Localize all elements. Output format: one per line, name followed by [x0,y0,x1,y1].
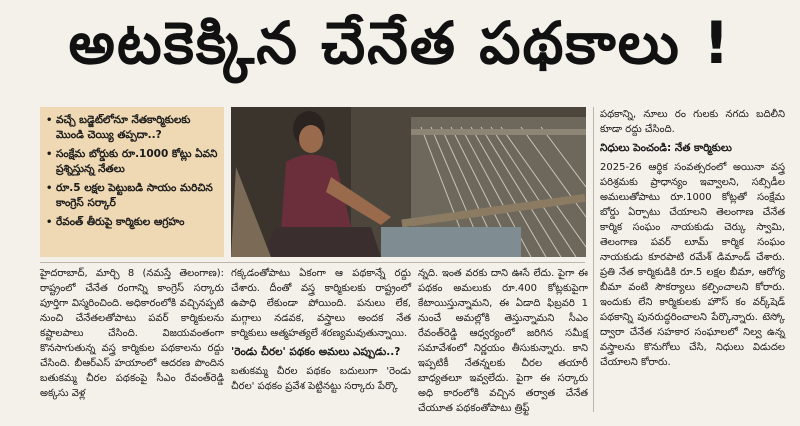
divider [40,262,585,263]
highlight-text: రేవంత్ తీరుపై కార్మికుల ఆగ్రహం [56,216,185,228]
weaver-at-loom-image [231,107,586,257]
highlight-item [46,181,218,211]
bullet-icon: • [46,115,53,126]
article-paragraph: 2025-26 ఆర్థిక సంవత్సరంలో అయినా వస్త్ర పరిశ్రమకు ప్రాధాన్యం ఇవ్వాలని, సబ్సిడీల అమలుతోపాటు రూ.1000 కోట్లతో సంక్షేమ బోర్డు ఏర్పాటు చేయాలని తెలంగాణ చేనేత కార్మిక సంఘం నాయకుడు చెర్కు స్వామి, తెలంగాణ పవర్ లూమ్ కార్మిక సంఘం నాయకుడు కూరపాటి రమేశ్ డిమాండ్ చేశారు. ప్రతి నేత కార్మికుడికి రూ.5 లక్షల బీమా, ఆరోగ్య బీమా వంటి సౌకర్యాలు కల్పించాలని కోరారు. ఇందుకు లేని కార్మికులకు హౌస్ కం వర్క్‌షెడ్ పథకాన్ని పునరుద్ధరించాలని పేర్కొన్నారు. టెస్కో ద్వారా చేనేత సహకార సంఘాలలో నిల్వ ఉన్న వస్త్రాలను కొనుగోలు చేసి, నిధులు విడుదల చేయాలని కోరారు. [600,162,785,368]
article-paragraph: పథకాన్ని, నూలు రం గులకు నగదు బదిలీని కూడా రద్దు చేసింది. [600,109,785,135]
article-column-1 [40,266,224,401]
headline-area [0,0,800,100]
weaver-photo [231,107,586,257]
article-column-4 [600,107,785,370]
highlight-item [46,113,218,143]
highlight-text: వచ్చే బడ్జెట్‌లోనూ నేతకార్మికులకు మొండి చెయ్యి తప్పదా..? [56,114,191,141]
subheading: 'రెండు చీరల' పథకం అమలు ఎప్పుడు..? [231,346,401,358]
bullet-icon: • [46,149,53,160]
article-paragraph: హైదరాబాద్, మార్చి 8 (నమస్తే తెలంగాణ): రాష్ట్రంలో చేనేత రంగాన్ని కాంగ్రెస్ సర్కారు పూర్తిగా విస్మరించింది. అధికారంలోకి వచ్చినప్పటి నుంచి చేనేతలతోపాటు పవర్ కార్మికులను కష్టాలపాలు చేసింది. విజయవంతంగా కొనసాగుతున్న వస్త్ర కార్మికుల పథకాలను రద్దు చేసింది. బీఆర్‌ఎస్ హయాంలో ఆదరణ పొందిన బతుకమ్మ చీరల పథకంపై సీఎం రేవంత్‌రెడ్డి అక్కసు వెళ్ల [40,268,224,399]
article-paragraph: బతుకమ్మ చీరల పథకం బదులుగా 'రెండు చీరల' పథకం ప్రవేశ పెట్టినట్టు సర్కారు పేర్కొ [231,366,411,392]
article-column-3 [418,266,588,416]
article-paragraph: గక్కడంతోపాటు ఏకంగా ఆ పథకాన్నే రద్దు చేశారు. దీంతో వస్త్ర కార్మికులకు రాష్ట్రంలో ఉపాధి లేకుండా పోయింది. పనులు లేక, మగ్గాలు నడవక, వస్త్రాలు అందక నేత కార్మికులు ఆత్మహత్యలే శరణ్యమవుతున్నాయి. [231,268,411,339]
bullet-icon: • [46,217,53,228]
highlight-text: రూ.5 లక్షల పెట్టుబడి సాయం మరిచిన కాంగ్రెస్ సర్కార్ [56,182,213,209]
highlight-item [46,215,218,230]
headline: అటకెక్కిన చేనేత పథకాలు ! [68,8,732,77]
highlights-box [40,107,224,257]
subheading: నిధులు పెంచండి: నేత కార్మికులు [600,142,732,154]
article-column-2 [231,266,411,394]
highlight-item [46,147,218,177]
highlight-text: సంక్షేమ బోర్డుకు రూ.1000 కోట్లు ఏవని ప్రశ్నిస్తున్న నేతలు [56,148,218,175]
article-paragraph: న్నది. ఇంత వరకు దాని ఊసే లేదు. పైగా ఈ పథకం అమలుకు రూ.400 కోట్లకుపైగా కేటాయిస్తున్నామని, ఈ ఏడాది ఫిబ్రవరి 1 నుంచే అమల్లోకి తెస్తున్నామని సీఎం రేవంత్‌రెడ్డి ఆధ్వర్యంలో జరిగిన సమీక్ష సమావేశంలో నిర్ణయం తీసుకున్నారు. కాని ఇప్పటికీ నేతన్నలకు చీరల తయారీ బాధ్యతలూ ఇవ్వలేదు. పైగా ఈ సర్కారు అధి కారంలోకి వచ్చిన తర్వాత చేనేత చేయూత పథకంతోపాటు త్రిఫ్ట్ [418,268,588,414]
column-divider [593,107,594,412]
bullet-icon: • [46,183,53,194]
